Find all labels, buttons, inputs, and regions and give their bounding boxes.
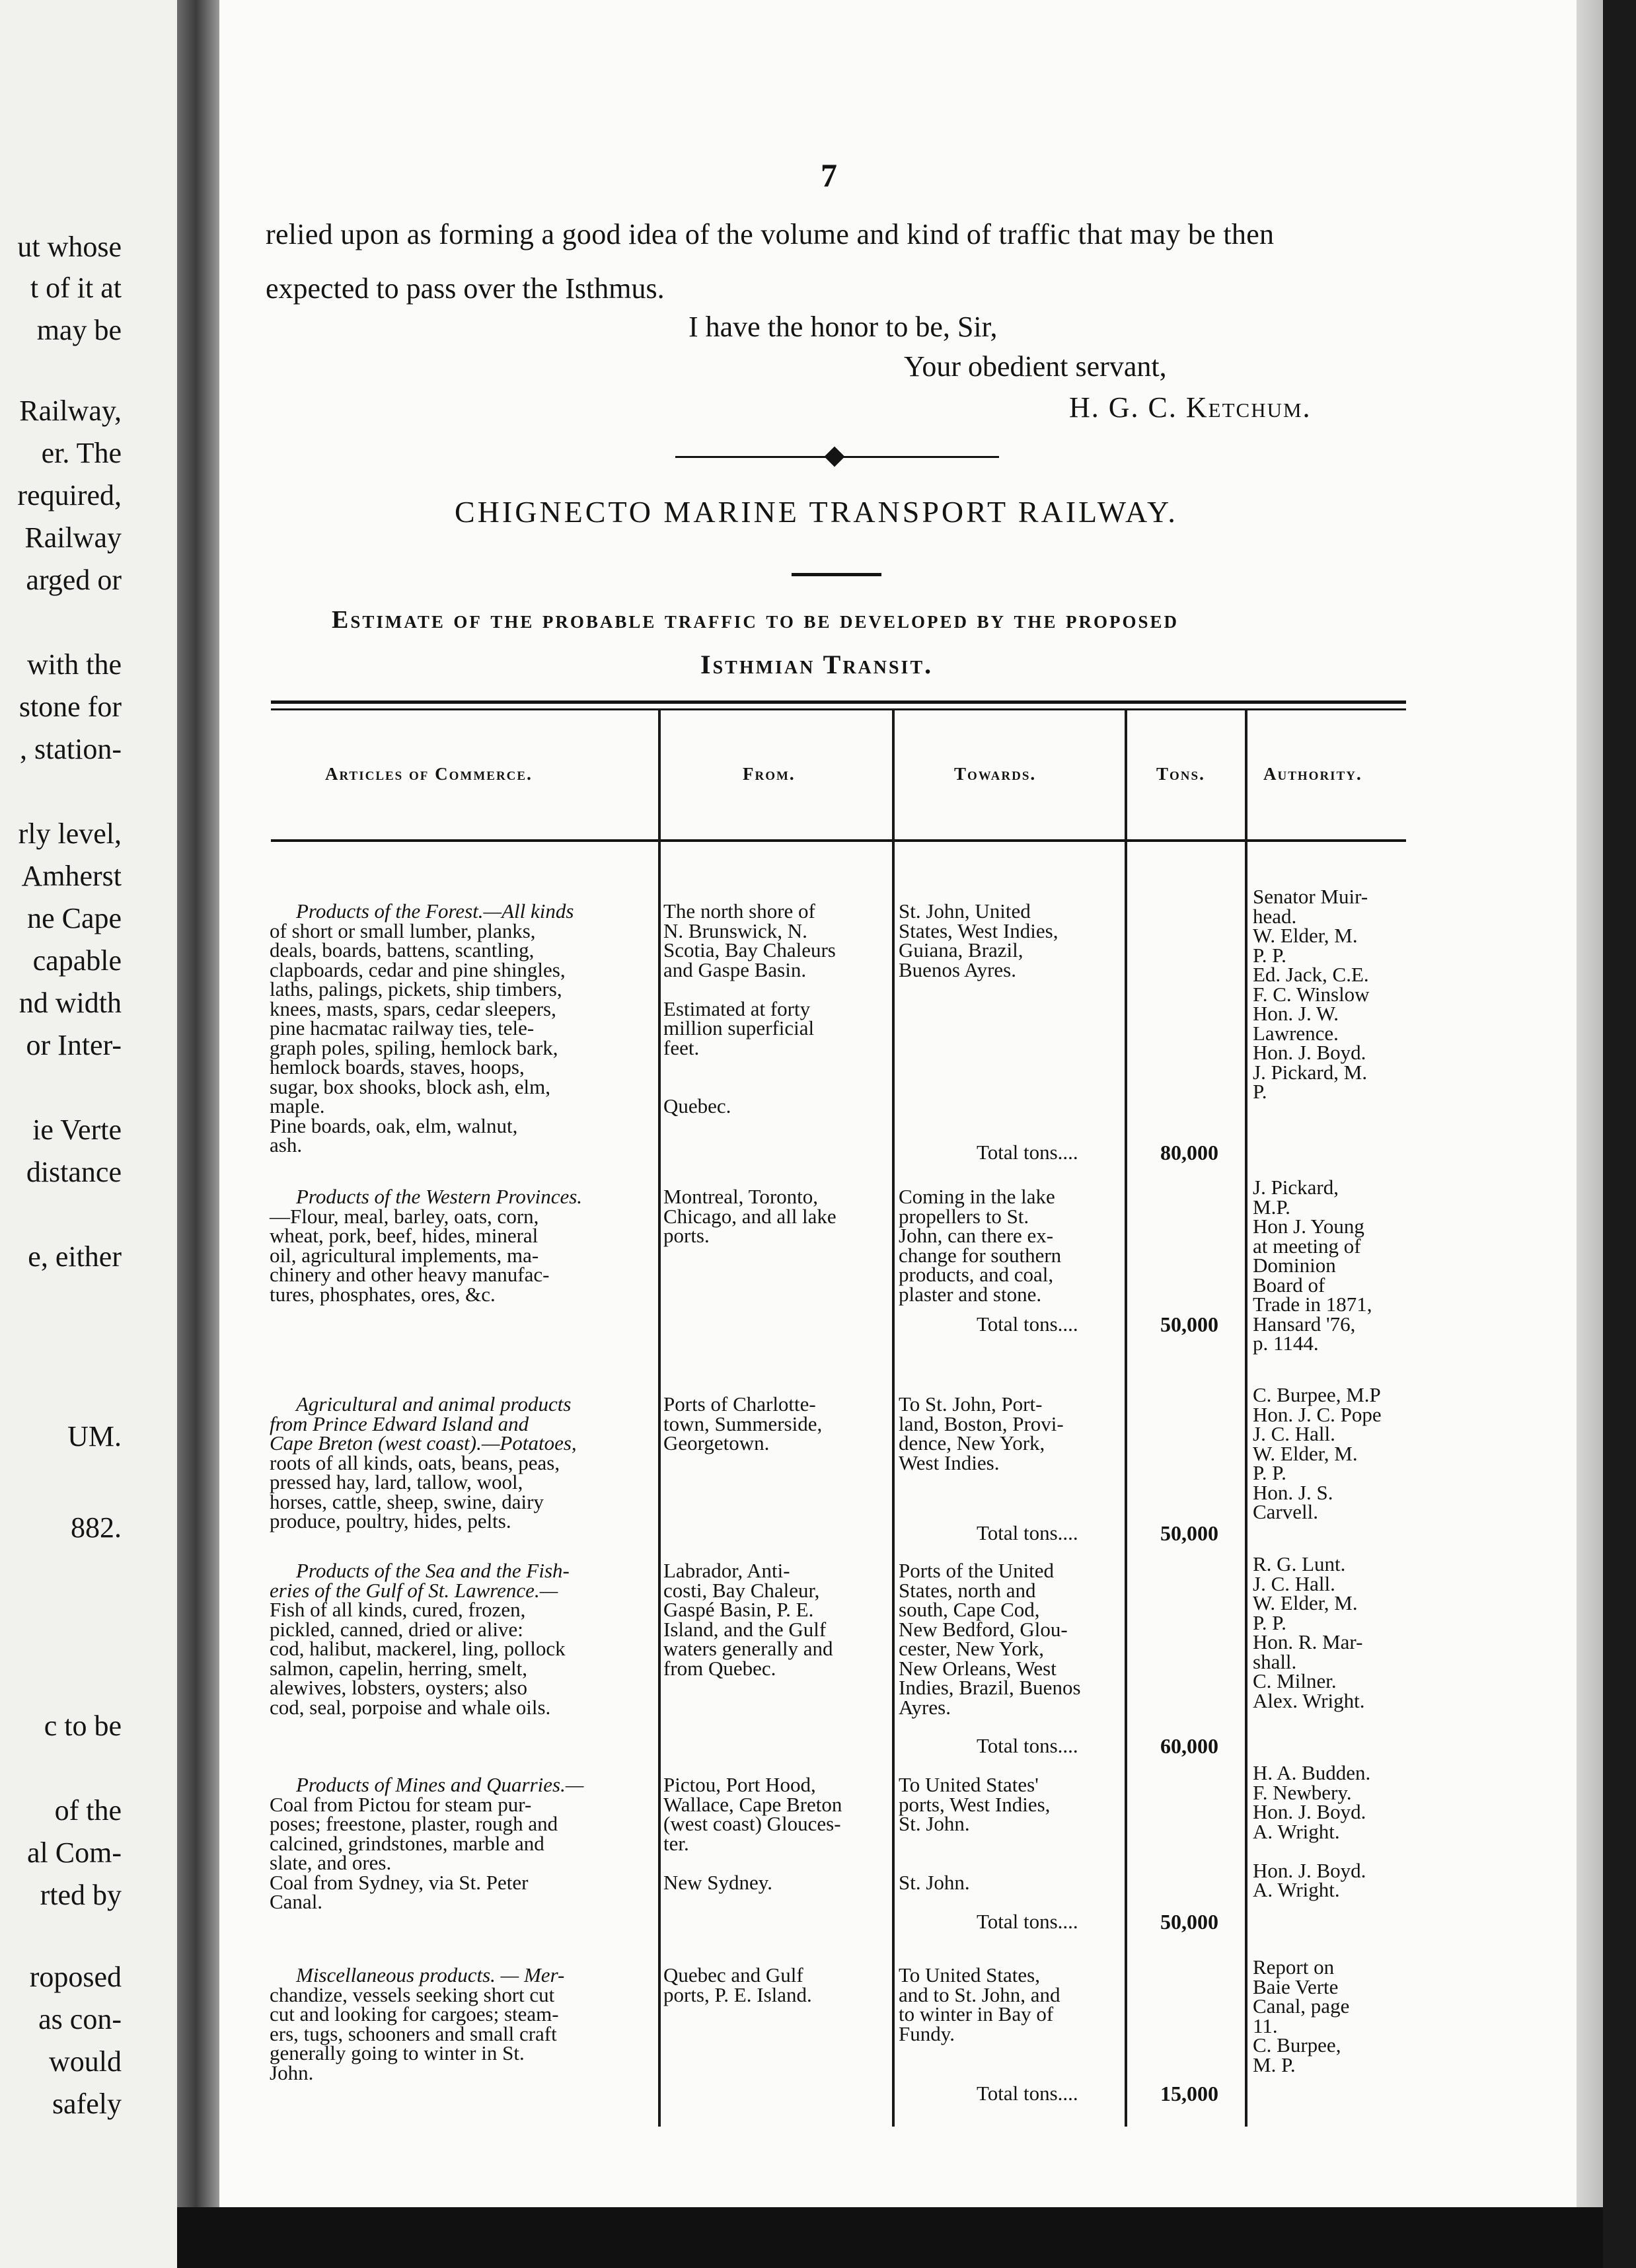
towards-line: Ayres. — [899, 1695, 951, 1719]
authority-line: P. P. — [1253, 1610, 1286, 1634]
articles-line: sugar, box shooks, block ash, elm, — [270, 1075, 550, 1098]
header-towards: Towards. — [954, 764, 1037, 784]
towards-line: To United States, — [899, 1963, 1040, 1986]
authority-line: W. Elder, M. — [1253, 1441, 1358, 1465]
articles-line: ash. — [270, 1133, 303, 1156]
left-page-line: er. The — [41, 437, 122, 469]
articles-line: eries of the Gulf of St. Lawrence.— — [270, 1578, 558, 1602]
left-page-line: ie Verte — [32, 1114, 122, 1146]
authority-line: Hon. J. Boyd. — [1253, 1041, 1366, 1064]
letter-servant: Your obedient servant, — [904, 350, 1167, 383]
towards-line: Indies, Brazil, Buenos — [899, 1676, 1081, 1699]
total-tons-label: Total tons.... — [977, 1521, 1078, 1544]
articles-line: pickled, canned, dried or alive: — [270, 1617, 523, 1641]
towards-line: To United States' — [899, 1773, 1039, 1796]
col-divider-1 — [658, 710, 661, 2127]
articles-line: salmon, capelin, herring, smelt, — [270, 1656, 527, 1680]
from-line: Georgetown. — [663, 1431, 770, 1455]
articles-line: Products of the Sea and the Fish- — [296, 1559, 570, 1582]
articles-line: cod, halibut, mackerel, ling, pollock — [270, 1637, 566, 1660]
col-divider-3 — [1125, 710, 1127, 2127]
total-tons-label: Total tons.... — [977, 2082, 1078, 2105]
articles-line: Coal from Pictou for steam pur- — [270, 1792, 532, 1816]
from-line: ter. — [663, 1831, 689, 1855]
authority-line: P. — [1253, 1080, 1267, 1103]
articles-line: wheat, pork, beef, hides, mineral — [270, 1224, 539, 1247]
towards-line: land, Boston, Provi- — [899, 1412, 1064, 1435]
towards-line: cester, New York, — [899, 1637, 1045, 1660]
left-page-line: roposed — [29, 1961, 122, 1993]
page-bottom-edge — [177, 2207, 1603, 2268]
tons-value: 80,000 — [1160, 1141, 1218, 1164]
left-page-line: t of it at — [30, 272, 122, 304]
articles-line: alewives, lobsters, oysters; also — [270, 1676, 528, 1699]
left-page-line: arged or — [26, 564, 122, 596]
articles-line: tures, phosphates, ores, &c. — [270, 1282, 496, 1306]
articles-line: Canal. — [270, 1890, 323, 1913]
articles-line: Products of the Forest.—All kinds — [296, 899, 574, 923]
articles-line: produce, poultry, hides, pelts. — [270, 1509, 511, 1532]
left-page-line: required, — [17, 479, 122, 511]
towards-line: to winter in Bay of — [899, 2002, 1054, 2025]
authority-line: R. G. Lunt. — [1253, 1552, 1346, 1575]
left-page-line: rly level, — [18, 817, 122, 850]
authority-line: Hon. J. S. — [1253, 1480, 1333, 1504]
towards-line: products, and coal, — [899, 1263, 1054, 1286]
table-top-rule-2 — [271, 708, 1406, 710]
articles-line: knees, masts, spars, cedar sleepers, — [270, 997, 556, 1020]
authority-line: shall. — [1253, 1649, 1297, 1673]
articles-line: graph poles, spiling, hemlock bark, — [270, 1036, 558, 1059]
towards-line: States, north and — [899, 1578, 1036, 1602]
from-line: waters generally and — [663, 1637, 833, 1660]
articles-line: laths, palings, pickets, ship timbers, — [270, 977, 562, 1001]
header-articles: Articles of Commerce. — [325, 764, 533, 784]
from-line: Estimated at forty — [663, 997, 811, 1020]
from-line: Montreal, Toronto, — [663, 1185, 819, 1208]
authority-line: M.P. — [1253, 1195, 1290, 1219]
title-underline — [792, 573, 881, 576]
from-line: million superficial — [663, 1016, 815, 1040]
header-tons: Tons. — [1156, 764, 1205, 784]
from-line: and Gaspe Basin. — [663, 958, 807, 981]
total-tons-label: Total tons.... — [977, 1734, 1078, 1757]
authority-line: Carvell. — [1253, 1500, 1318, 1523]
authority-line: Trade in 1871, — [1253, 1293, 1372, 1316]
authority-line: Hon J. Young — [1253, 1215, 1364, 1238]
from-line: Ports of Charlotte- — [663, 1392, 816, 1416]
from-line: Wallace, Cape Breton — [663, 1792, 842, 1816]
towards-line: Fundy. — [899, 2022, 955, 2045]
left-page-line: may be — [36, 314, 122, 346]
left-page-line: al Com- — [27, 1836, 122, 1869]
from-line: New Sydney. — [663, 1870, 773, 1894]
left-page-line: safely — [52, 2088, 122, 2120]
from-line: Scotia, Bay Chaleurs — [663, 938, 836, 962]
articles-line: chandize, vessels seeking short cut — [270, 1983, 555, 2006]
articles-line: slate, and ores. — [270, 1851, 392, 1874]
towards-line: dence, New York, — [899, 1431, 1045, 1455]
left-page-fragment — [0, 0, 177, 2268]
articles-line: poses; freestone, plaster, rough and — [270, 1812, 558, 1835]
articles-line: cut and looking for cargoes; steam- — [270, 2002, 559, 2025]
left-page-line: UM. — [67, 1420, 122, 1453]
from-line: Labrador, Anti- — [663, 1559, 790, 1582]
towards-line: John, can there ex- — [899, 1224, 1054, 1247]
left-page-line: stone for — [19, 691, 122, 723]
authority-line: J. C. Hall. — [1253, 1571, 1335, 1595]
articles-line: Pine boards, oak, elm, walnut, — [270, 1114, 518, 1137]
tons-value: 50,000 — [1160, 1910, 1218, 1934]
articles-line: John. — [270, 2060, 314, 2084]
tons-value: 50,000 — [1160, 1521, 1218, 1545]
authority-line: Lawrence. — [1253, 1021, 1339, 1045]
total-tons-label: Total tons.... — [977, 1910, 1078, 1933]
left-page-line: , station- — [20, 733, 122, 765]
authority-line: Alex. Wright. — [1253, 1688, 1365, 1712]
authority-line: Ed. Jack, C.E. — [1253, 963, 1369, 986]
header-bottom-rule — [271, 839, 1406, 842]
letter-closing: I have the honor to be, Sir, — [688, 311, 998, 343]
authority-line: Hansard '76, — [1253, 1312, 1356, 1336]
from-line: The north shore of — [663, 899, 815, 923]
towards-line: Ports of the United — [899, 1559, 1055, 1582]
towards-line: St. John. — [899, 1870, 970, 1894]
towards-line: St. John. — [899, 1812, 970, 1835]
left-page-line: e, either — [28, 1240, 122, 1273]
left-page-line: rted by — [40, 1879, 122, 1911]
authority-line: A. Wright. — [1253, 1878, 1340, 1901]
articles-line: pressed hay, lard, tallow, wool, — [270, 1470, 523, 1493]
authority-line: J. Pickard, — [1253, 1176, 1339, 1199]
articles-line: deals, boards, battens, scantling, — [270, 938, 535, 962]
authority-line: J. Pickard, M. — [1253, 1060, 1368, 1084]
articles-line: clapboards, cedar and pine shingles, — [270, 958, 566, 981]
articles-line: hemlock boards, staves, hoops, — [270, 1055, 525, 1078]
towards-line: plaster and stone. — [899, 1282, 1042, 1306]
towards-line: New Bedford, Glou- — [899, 1617, 1068, 1641]
letter-signature: H. G. C. Ketchum. — [1069, 391, 1312, 424]
authority-line: M. P. — [1253, 2053, 1296, 2076]
left-page-line: with the — [27, 648, 122, 681]
articles-line: oil, agricultural implements, ma- — [270, 1243, 539, 1267]
from-line: Pictou, Port Hood, — [663, 1773, 816, 1796]
tons-value: 50,000 — [1160, 1312, 1218, 1336]
left-page-line: Amherst — [21, 860, 122, 892]
from-line: feet. — [663, 1036, 700, 1059]
authority-line: P. P. — [1253, 943, 1286, 967]
left-page-line: Railway, — [19, 395, 122, 427]
articles-line: horses, cattle, sheep, swine, dairy — [270, 1490, 544, 1513]
from-line: Gaspé Basin, P. E. — [663, 1598, 814, 1621]
from-line: Quebec and Gulf — [663, 1963, 803, 1986]
articles-line: chinery and other heavy manufac- — [270, 1263, 550, 1286]
articles-line: Fish of all kinds, cured, frozen, — [270, 1598, 526, 1621]
main-page — [219, 0, 1577, 2207]
articles-line: from Prince Edward Island and — [270, 1412, 529, 1435]
col-divider-2 — [892, 710, 895, 2127]
header-authority: Authority. — [1263, 764, 1362, 784]
towards-line: Guiana, Brazil, — [899, 938, 1023, 962]
header-from: From. — [743, 764, 796, 784]
authority-line: at meeting of — [1253, 1234, 1361, 1258]
total-tons-label: Total tons.... — [977, 1141, 1078, 1164]
left-page-line: or Inter- — [26, 1029, 122, 1061]
left-page-line: capable — [32, 944, 122, 977]
book-gutter — [177, 0, 219, 2268]
from-line: (west coast) Glouces- — [663, 1812, 841, 1835]
left-page-line: c to be — [44, 1710, 122, 1742]
authority-line: F. Newbery. — [1253, 1780, 1352, 1804]
authority-line: Report on — [1253, 1955, 1335, 1979]
from-line: town, Summerside, — [663, 1412, 823, 1435]
document-title: CHIGNECTO MARINE TRANSPORT RAILWAY. — [455, 495, 1178, 529]
articles-line: Coal from Sydney, via St. Peter — [270, 1870, 529, 1894]
authority-line: Hon. J. Boyd. — [1253, 1800, 1366, 1823]
towards-line: To St. John, Port- — [899, 1392, 1043, 1416]
left-page-line: of the — [54, 1794, 122, 1827]
towards-line: ports, West Indies, — [899, 1792, 1051, 1816]
articles-line: Products of Mines and Quarries.— — [296, 1773, 584, 1796]
authority-line: C. Milner. — [1253, 1669, 1337, 1692]
authority-line: Canal, page — [1253, 1994, 1350, 2018]
col-divider-4 — [1245, 710, 1247, 2127]
articles-line: generally going to winter in St. — [270, 2041, 525, 2064]
articles-line: of short or small lumber, planks, — [270, 919, 536, 942]
estimate-heading-line-1: Estimate of the probable traffic to be developed by the proposed — [332, 606, 1179, 634]
towards-line: change for southern — [899, 1243, 1062, 1267]
left-page-line: as con- — [38, 2003, 122, 2035]
from-line: from Quebec. — [663, 1656, 776, 1680]
from-line: Chicago, and all lake — [663, 1204, 837, 1228]
authority-line: Dominion — [1253, 1254, 1336, 1277]
towards-line: Coming in the lake — [899, 1185, 1055, 1208]
from-line: costi, Bay Chaleur, — [663, 1578, 820, 1602]
letter-line-2: expected to pass over the Isthmus. — [266, 272, 665, 305]
authority-line: Hon. J. W. — [1253, 1002, 1339, 1025]
authority-line: H. A. Budden. — [1253, 1761, 1371, 1784]
articles-line: maple. — [270, 1094, 325, 1117]
authority-line: C. Burpee, M.P — [1253, 1383, 1381, 1406]
towards-line: propellers to St. — [899, 1204, 1029, 1228]
authority-line: Hon. J. Boyd. — [1253, 1858, 1366, 1882]
authority-line: head. — [1253, 904, 1297, 928]
authority-line: W. Elder, M. — [1253, 1591, 1358, 1614]
ornament-diamond — [824, 446, 844, 467]
towards-line: St. John, United — [899, 899, 1031, 923]
authority-line: 11. — [1253, 2014, 1278, 2037]
authority-line: Senator Muir- — [1253, 885, 1368, 908]
towards-line: Buenos Ayres. — [899, 958, 1016, 981]
authority-line: C. Burpee, — [1253, 2033, 1341, 2057]
left-page-line: distance — [26, 1156, 122, 1188]
authority-line: A. Wright. — [1253, 1819, 1340, 1843]
from-line: ports. — [663, 1224, 710, 1247]
authority-line: J. C. Hall. — [1253, 1422, 1335, 1445]
articles-line: roots of all kinds, oats, beans, peas, — [270, 1451, 560, 1474]
left-page-line: Railway — [24, 521, 122, 554]
towards-line: south, Cape Cod, — [899, 1598, 1040, 1621]
authority-line: Board of — [1253, 1273, 1325, 1297]
authority-line: P. P. — [1253, 1461, 1286, 1484]
authority-line: F. C. Winslow — [1253, 982, 1370, 1006]
page-right-edge — [1577, 0, 1603, 2207]
articles-line: calcined, grindstones, marble and — [270, 1831, 544, 1855]
tons-value: 60,000 — [1160, 1734, 1218, 1758]
page-number: 7 — [821, 157, 837, 194]
authority-line: Hon. R. Mar- — [1253, 1630, 1363, 1653]
articles-line: Miscellaneous products. — Mer- — [296, 1963, 565, 1986]
estimate-heading-line-2: Isthmian Transit. — [700, 650, 934, 679]
from-line: Island, and the Gulf — [663, 1617, 827, 1641]
articles-line: Cape Breton (west coast).—Potatoes, — [270, 1431, 577, 1455]
authority-line: p. 1144. — [1253, 1332, 1319, 1355]
total-tons-label: Total tons.... — [977, 1312, 1078, 1336]
from-line: ports, P. E. Island. — [663, 1983, 812, 2006]
from-line: Quebec. — [663, 1094, 731, 1117]
left-page-line: ne Cape — [27, 902, 122, 934]
left-page-line: would — [49, 2045, 122, 2078]
towards-line: States, West Indies, — [899, 919, 1059, 942]
tons-value: 15,000 — [1160, 2082, 1218, 2105]
left-page-line: ut whose — [17, 231, 122, 263]
towards-line: and to St. John, and — [899, 1983, 1060, 2006]
articles-line: pine hacmatac railway ties, tele- — [270, 1016, 535, 1040]
authority-line: W. Elder, M. — [1253, 924, 1358, 947]
left-page-line: 882. — [71, 1511, 122, 1544]
towards-line: West Indies. — [899, 1451, 1000, 1474]
from-line: N. Brunswick, N. — [663, 919, 807, 942]
table-top-rule — [271, 700, 1406, 704]
authority-line: Baie Verte — [1253, 1975, 1339, 1998]
articles-line: Agricultural and animal products — [296, 1392, 572, 1416]
articles-line: —Flour, meal, barley, oats, corn, — [270, 1204, 539, 1228]
articles-line: Products of the Western Provinces. — [296, 1185, 583, 1208]
letter-line-1: relied upon as forming a good idea of the volume and kind of traffic that may be then — [266, 218, 1275, 250]
articles-line: ers, tugs, schooners and small craft — [270, 2022, 557, 2045]
left-page-line: nd width — [19, 987, 122, 1019]
authority-line: Hon. J. C. Pope — [1253, 1402, 1382, 1426]
towards-line: New Orleans, West — [899, 1656, 1057, 1680]
articles-line: cod, seal, porpoise and whale oils. — [270, 1695, 551, 1719]
